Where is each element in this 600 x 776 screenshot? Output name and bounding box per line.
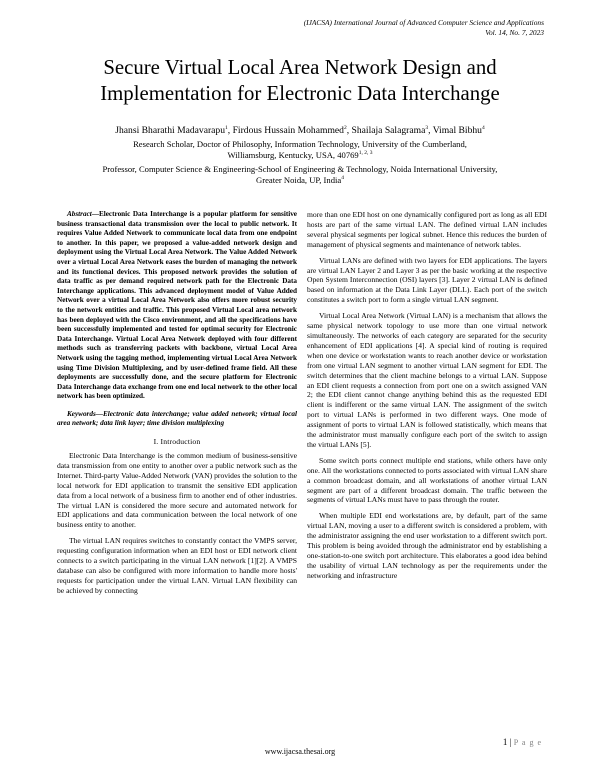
author-name: Shailaja Salagrama <box>351 125 426 136</box>
journal-header <box>304 18 544 37</box>
author-sup: 2 <box>343 124 347 131</box>
paragraph: Electronic Data Interchange is the common medium of business-sensitive data transmission from one entity to another over a public network such as the Internet. Third-party Value-Added Network (VAN) provides the solution to the local network for EDI application to transmit the sensitive EDI application data from a local network of a business firm to another end of other industries. The virtual LAN is considered the more secure and automated network for EDI applications and data communication between the local network of one business entity to another. <box>57 450 297 530</box>
title-line-1: Secure Virtual Local Area Network Design and <box>103 56 497 79</box>
paper-title <box>40 55 560 107</box>
keywords-text: Electronic data interchange; value added network; virtual local area network; data link layer; time division multiplexing <box>57 409 297 428</box>
author-list: Jhansi Bharathi Madavarapu$^1$, Firdous Hussain Mohammed$^2$, Shailaja Salagrama$^3$, Vimal Bibhu$^4$ <box>115 124 485 136</box>
section-heading: I. Introduction <box>153 437 201 447</box>
title-line-2: Implementation for Electronic Data Interchange <box>100 82 500 105</box>
author-sup: 3 <box>425 124 429 131</box>
paragraph: Virtual LANs are defined with two layers for EDI applications. The layers are virtual LAN Layer 2 and Layer 3 as per the basic working at the respective Open System Interconnection (OSI) layers [3]. Layer 2 virtual LAN is defined based on information at the Data Link Layer (DLL). Each port of the switch constitutes a switch port to form a single virtual LAN segment. <box>307 255 547 305</box>
abstract-label: Abstract <box>67 210 92 218</box>
keywords-label: Keywords— <box>67 409 103 418</box>
keywords <box>57 410 297 429</box>
paragraph: The virtual LAN requires switches to constantly contact the VMPS server, requesting configuration information when an EDI host or EDI network client connects to a switch participating in the virtual LAN network [1][2]. A VMPS database can also be configured with more information to handle more hosts' requests for participation under the virtual LAN. Virtual LAN flexibility can be achieved by connecting <box>57 536 297 595</box>
page-number: 1 | P a g e <box>502 737 542 747</box>
left-column <box>57 210 297 602</box>
abstract <box>57 210 297 402</box>
footer-url: www.ijacsa.thesai.org <box>264 747 336 756</box>
author-name: Jhansi Bharathi Madavarapu <box>115 125 226 136</box>
journal-volume: Vol. 14, No. 7, 2023 <box>485 27 544 37</box>
journal-name: (IJACSA) International Journal of Advanced Computer Science and Applications <box>303 18 544 27</box>
paragraph: When multiple EDI end workstations are, by default, part of the same virtual LAN, moving a user to a different switch is considered a problem, with the administrator assigning the end user workstation to a different switch port. This problem is being avoided through the administrator end by establishing a one-station-to-one switch port architecture. This elaborates a good idea behind the usability of virtual LAN technology as per the requirements under the networking and infrastructure <box>307 511 547 580</box>
right-column <box>307 210 547 587</box>
author-name: Vimal Bibhu <box>432 125 482 136</box>
author-name: Firdous Hussain Mohammed <box>232 125 344 136</box>
author-sup: 4 <box>481 124 485 131</box>
paragraph: Some switch ports connect multiple end stations, while others have only one. All the workstations connected to ports associated with virtual LAN share a common broadcast domain, and all workstations of another virtual LAN segment are part of a different broadcast domain. The traffic between the segments of virtual LANs must have to pass through the router. <box>307 455 547 505</box>
affiliation-2: Professor, Computer Science & Engineering-School of Engineering & Technology, Noida International University, Greater Noida, UP, India$^4$ <box>102 164 498 185</box>
paragraph: Virtual Local Area Network (Virtual LAN) is a mechanism that allows the same physical network topology to use more than one virtual network simultaneously. The networks of each category are separated for the security enhancement of EDI applications [4]. A special kind of routing is required when one device or workstation wants to reach another device or workstation from one virtual LAN segment to another virtual LAN segment for EDI. The switch determines that the client machine belongs to a virtual LAN. Suppose an EDI client requests a connection from port one on a switch assigned VAN 2; the EDI client cannot change anything behind this as the requested EDI client is indifferent or the same virtual LAN. The assignment of the switch port to virtual LANs is performed in two different ways. One mode of assignment of ports to virtual LAN is followed statistically, which means that the administrator must manually configure each port of the switch to assign the virtual LANs [5]. <box>307 311 547 449</box>
abstract-text: —Electronic Data Interchange is a popular platform for sensitive business transactional data transmission over the local to public network. It requires Value Added Network to communicate local data from one endpoint to another. In this paper, we proposed a value-added network design and deployment using the Virtual Local Area Network. The Value Added Network over a virtual Local Area Network eases the burden of managing the network and its functional devices. This proposed network provides the solution of data traffic as per demand required network path for the Electronic Data Interchange applications. This advanced deployment model of Value Added Network over a virtual Local Area Network also offers more robust security to the network entities and traffic. This proposed Virtual Local area network has been deployed with the Cisco environment, and all the specifications have been successfully implemented and tested for optimal security for Electronic Data Interchange. Virtual Local Area Network deployed with four different methods such as transferring packets with backbone, virtual Local Area Network using the tagging method, implementing virtual Local Area Network using Time Division Multiplexing, and by user-defined frame field. All these deployments are successfully done, and the secure platform for Electronic Data Interchange data exchange from one end local network to the other local network has been optimized. <box>57 210 297 401</box>
author-sup: 1 <box>225 124 228 131</box>
paragraph: more than one EDI host on one dynamically configured port as long as all EDI hosts are part of the same virtual LAN. The defined virtual LAN includes several physical segments per logical subnet. Hence this reduces the burden of management of physical segments and maintenance of network tables. <box>307 210 547 249</box>
affiliation-1: Research Scholar, Doctor of Philosophy, Information Technology, University of the Cumberland, Williamsburg, Kentucky, USA, 40769$^{1, 2, 3}$ <box>133 139 467 160</box>
